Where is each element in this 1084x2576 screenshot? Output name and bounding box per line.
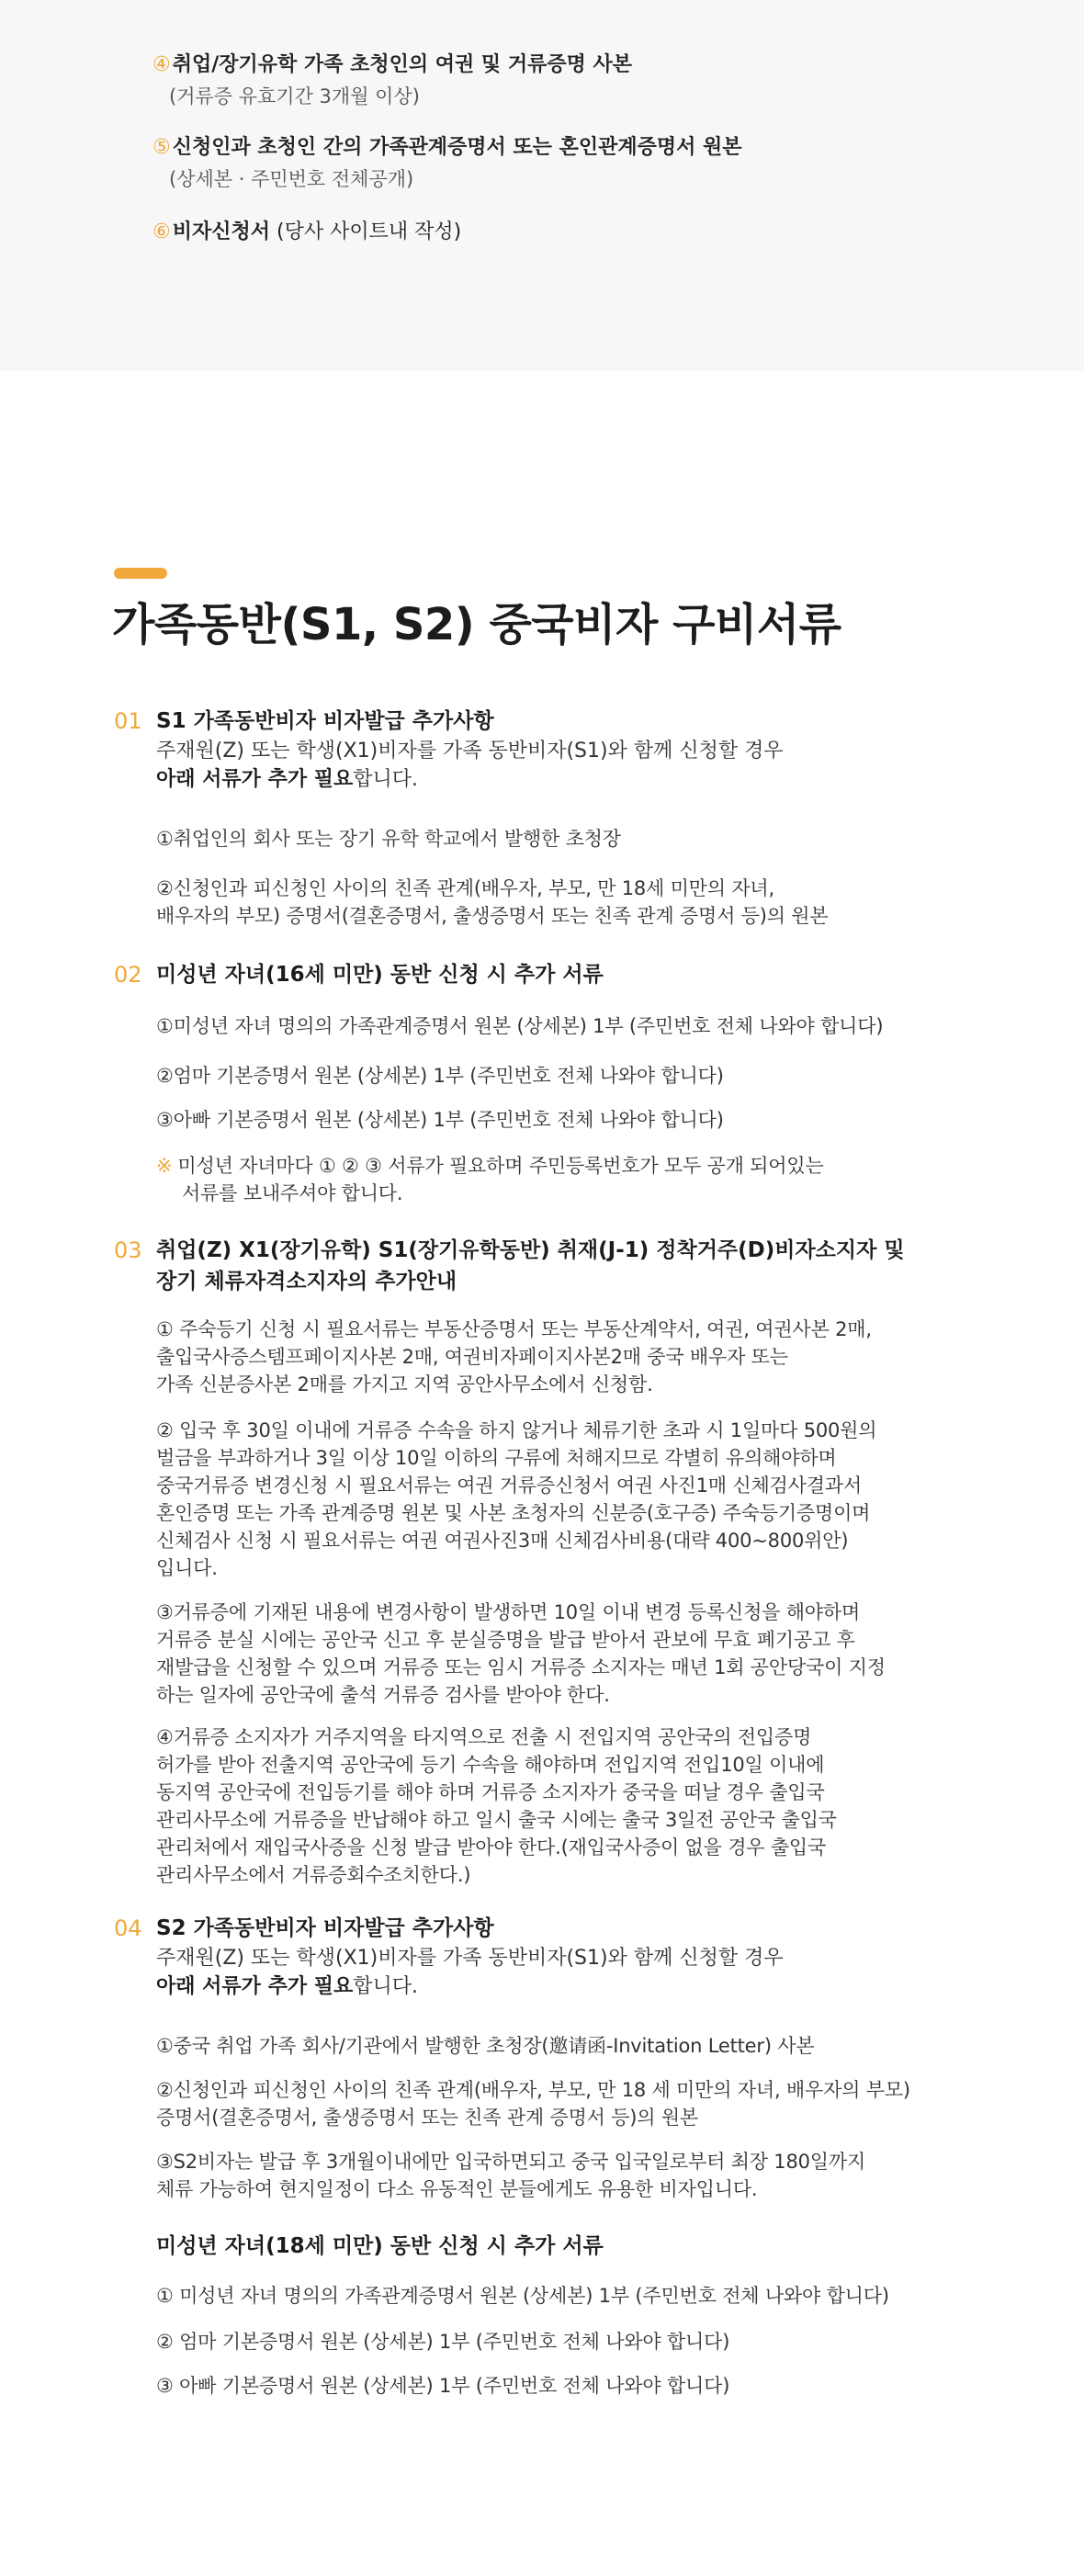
guide-text: ④거류증 소지자가 거주지역을 타지역으로 전출 시 전입지역 공안국의 전입증명 <box>156 1726 812 1748</box>
requirement-text: ②신청인과 피신청인 사이의 친족 관계(배우자, 부모, 만 18 세 미만의 자녀, 배우자의 부모) <box>156 2079 910 2101</box>
guide-text: 재발급을 신청할 수 있으며 거류증 또는 임시 거류증 소지자는 매년 1회 공안당국이 지정 <box>156 1656 886 1678</box>
requirement-item <box>156 875 965 930</box>
requirement-text: ② 엄마 기본증명서 원본 (상세본) 1부 (주민번호 전체 나와야 합니다) <box>156 2331 730 2353</box>
requirement-item <box>156 1106 965 1134</box>
guide-text: 거류증 분실 시에는 공안국 신고 후 분실증명을 발급 받아서 관보에 무효 폐기공고 후 <box>156 1629 855 1651</box>
requirement-text: ③S2비자는 발급 후 3개월이내에만 입국하면되고 중국 입국일로부터 최장 180일까지 <box>156 2151 866 2173</box>
notice <box>156 1152 965 1207</box>
document-list-band <box>0 0 1084 371</box>
list-item <box>152 132 742 195</box>
requirement-text: ①미성년 자녀 명의의 가족관계증명서 원본 (상세본) 1부 (주민번호 전체 나와야 합니다) <box>156 1015 884 1037</box>
item-title: 취업/장기유학 가족 초청인의 여권 및 거류증명 사본 <box>172 53 633 76</box>
item-note: (거류증 유효기간 3개월 이상) <box>169 85 420 107</box>
section-title: S2 가족동반비자 비자발급 추가사항 <box>156 1916 494 1940</box>
intro-text: 합니다. <box>353 768 418 791</box>
intro-emphasis: 아래 서류가 추가 필요 <box>156 1975 354 1998</box>
guide-text: ③거류증에 기재된 내용에 변경사항이 발생하면 10일 이내 변경 등록신청을 해야하며 <box>156 1601 861 1623</box>
section-01 <box>114 706 977 794</box>
requirement-text: ③아빠 기본증명서 원본 (상세본) 1부 (주민번호 전체 나와야 합니다) <box>156 1109 724 1131</box>
section-intro <box>156 737 977 794</box>
requirement-item <box>156 2282 965 2310</box>
item-note: (당사 사이트내 작성) <box>270 220 462 243</box>
section-02 <box>114 959 977 990</box>
section-number: 01 <box>114 708 142 734</box>
requirement-item <box>156 2148 965 2203</box>
requirement-text: ①중국 취업 가족 회사/기관에서 발행한 초청장(邀请函-Invitation Letter) 사본 <box>156 2035 815 2057</box>
requirement-text: 증명서(결혼증명서, 출생증명서 또는 친족 관계 증명서 등)의 원본 <box>156 2107 699 2129</box>
requirement-item <box>156 2076 965 2131</box>
item-note: (상세본 · 주민번호 전체공개) <box>169 168 414 190</box>
guide-text: 혼인증명 또는 가족 관계증명 원본 및 사본 초청자의 신분증(호구증) 주숙등기증명이며 <box>156 1502 871 1524</box>
guide-paragraph <box>156 1723 965 1889</box>
requirement-text: ③ 아빠 기본증명서 원본 (상세본) 1부 (주민번호 전체 나와야 합니다) <box>156 2375 730 2397</box>
section-number: 03 <box>114 1237 142 1263</box>
requirement-text: ① 미성년 자녀 명의의 가족관계증명서 원본 (상세본) 1부 (주민번호 전체 나와야 합니다) <box>156 2285 889 2307</box>
title-accent-bar <box>114 568 167 579</box>
item-title: 신청인과 초청인 간의 가족관계증명서 또는 혼인관계증명서 원본 <box>172 136 742 159</box>
section-title <box>156 1235 977 1297</box>
guide-text: 허가를 받아 전출지역 공안국에 등기 수속을 해야하며 전입지역 전입10일 이내에 <box>156 1754 825 1776</box>
guide-text: 신체검사 신청 시 필요서류는 여권 여권사진3매 신체검사비용(대략 400~800위안) <box>156 1530 849 1552</box>
section-title: 미성년 자녀(16세 미만) 동반 신청 시 추가 서류 <box>156 963 604 987</box>
section-title-line: 장기 체류자격소지자의 추가안내 <box>156 1270 457 1294</box>
requirement-text: 체류 가능하여 현지일정이 다소 유동적인 분들에게도 유용한 비자입니다. <box>156 2178 758 2200</box>
guide-text: 가족 신분증사본 2매를 가지고 지역 공안사무소에서 신청함. <box>156 1373 653 1395</box>
guide-text: 출입국사증스템프페이지사본 2매, 여권비자페이지사본2매 중국 배우자 또는 <box>156 1346 788 1368</box>
requirement-text: 배우자의 부모) 증명서(결혼증명서, 출생증명서 또는 친족 관계 증명서 등)의 원본 <box>156 905 829 927</box>
guide-text: 관리사무소에서 거류증회수조치한다.) <box>156 1864 471 1886</box>
item-title: 비자신청서 <box>172 220 270 243</box>
guide-paragraph <box>156 1599 965 1709</box>
item-number: ④ <box>152 53 171 76</box>
section-number: 04 <box>114 1915 142 1941</box>
requirement-text: ②엄마 기본증명서 원본 (상세본) 1부 (주민번호 전체 나와야 합니다) <box>156 1065 724 1087</box>
guide-text: 하는 일자에 공안국에 출석 거류증 검사를 받아야 한다. <box>156 1684 610 1706</box>
section-number: 02 <box>114 962 142 988</box>
list-item <box>152 217 461 248</box>
minor-subsection-title: 미성년 자녀(18세 미만) 동반 신청 시 추가 서류 <box>156 2234 604 2258</box>
guide-paragraph <box>156 1316 965 1398</box>
guide-text: ① 주숙등기 신청 시 필요서류는 부동산증명서 또는 부동산계약서, 여권, 여권사본 2매, <box>156 1318 872 1340</box>
requirement-item <box>156 1012 965 1040</box>
guide-text: 관리사무소에 거류증을 반납해야 하고 일시 출국 시에는 출국 3일전 공안국 출입국 <box>156 1809 837 1831</box>
page-title: 가족동반(S1, S2) 중국비자 구비서류 <box>112 599 841 650</box>
item-number: ⑤ <box>152 136 171 159</box>
requirement-item <box>156 2328 965 2356</box>
guide-text: 관리처에서 재입국사증을 신청 발급 받아야 한다.(재입국사증이 없을 경우 출입국 <box>156 1836 827 1859</box>
requirement-item <box>156 2372 965 2400</box>
section-title-line: 취업(Z) X1(장기유학) S1(장기유학동반) 취재(J-1) 정착거주(D)비자소지자 및 <box>156 1238 905 1262</box>
section-04 <box>114 1913 977 2001</box>
requirement-text: ②신청인과 피신청인 사이의 친족 관계(배우자, 부모, 만 18세 미만의 자녀, <box>156 877 774 899</box>
requirement-item <box>156 825 965 853</box>
guide-text: 중국거류증 변경신청 시 필요서류는 여권 거류증신청서 여권 사진1매 신체검사결과서 <box>156 1474 862 1497</box>
guide-text: 벌금을 부과하거나 3일 이상 10일 이하의 구류에 처해지므로 각별히 유의해야하며 <box>156 1447 837 1469</box>
intro-emphasis: 아래 서류가 추가 필요 <box>156 768 354 791</box>
section-title: S1 가족동반비자 비자발급 추가사항 <box>156 709 494 733</box>
requirement-item <box>156 1062 965 1090</box>
intro-text: 합니다. <box>353 1975 418 1998</box>
item-number: ⑥ <box>152 220 171 243</box>
notice-text: 미성년 자녀마다 ① ② ③ 서류가 필요하며 주민등록번호가 모두 공개 되어있는 <box>177 1155 824 1177</box>
section-03 <box>114 1235 977 1297</box>
guide-paragraph <box>156 1417 965 1582</box>
requirement-item <box>156 2032 965 2060</box>
note-mark: ※ <box>156 1155 173 1177</box>
notice-text: 서류를 보내주셔야 합니다. <box>182 1182 403 1204</box>
guide-text: 동지역 공안국에 전입등기를 해야 하며 거류증 소지자가 중국을 떠날 경우 출입국 <box>156 1781 825 1803</box>
requirement-text: ①취업인의 회사 또는 장기 유학 학교에서 발행한 초청장 <box>156 828 621 850</box>
intro-text: 주재원(Z) 또는 학생(X1)비자를 가족 동반비자(S1)와 함께 신청할 경우 <box>156 1947 784 1970</box>
list-item <box>152 50 632 112</box>
section-intro <box>156 1944 977 2001</box>
guide-text: 입니다. <box>156 1557 218 1579</box>
guide-text: ② 입국 후 30일 이내에 거류증 수속을 하지 않거나 체류기한 초과 시 1일마다 500원의 <box>156 1419 877 1441</box>
intro-text: 주재원(Z) 또는 학생(X1)비자를 가족 동반비자(S1)와 함께 신청할 경우 <box>156 740 784 763</box>
